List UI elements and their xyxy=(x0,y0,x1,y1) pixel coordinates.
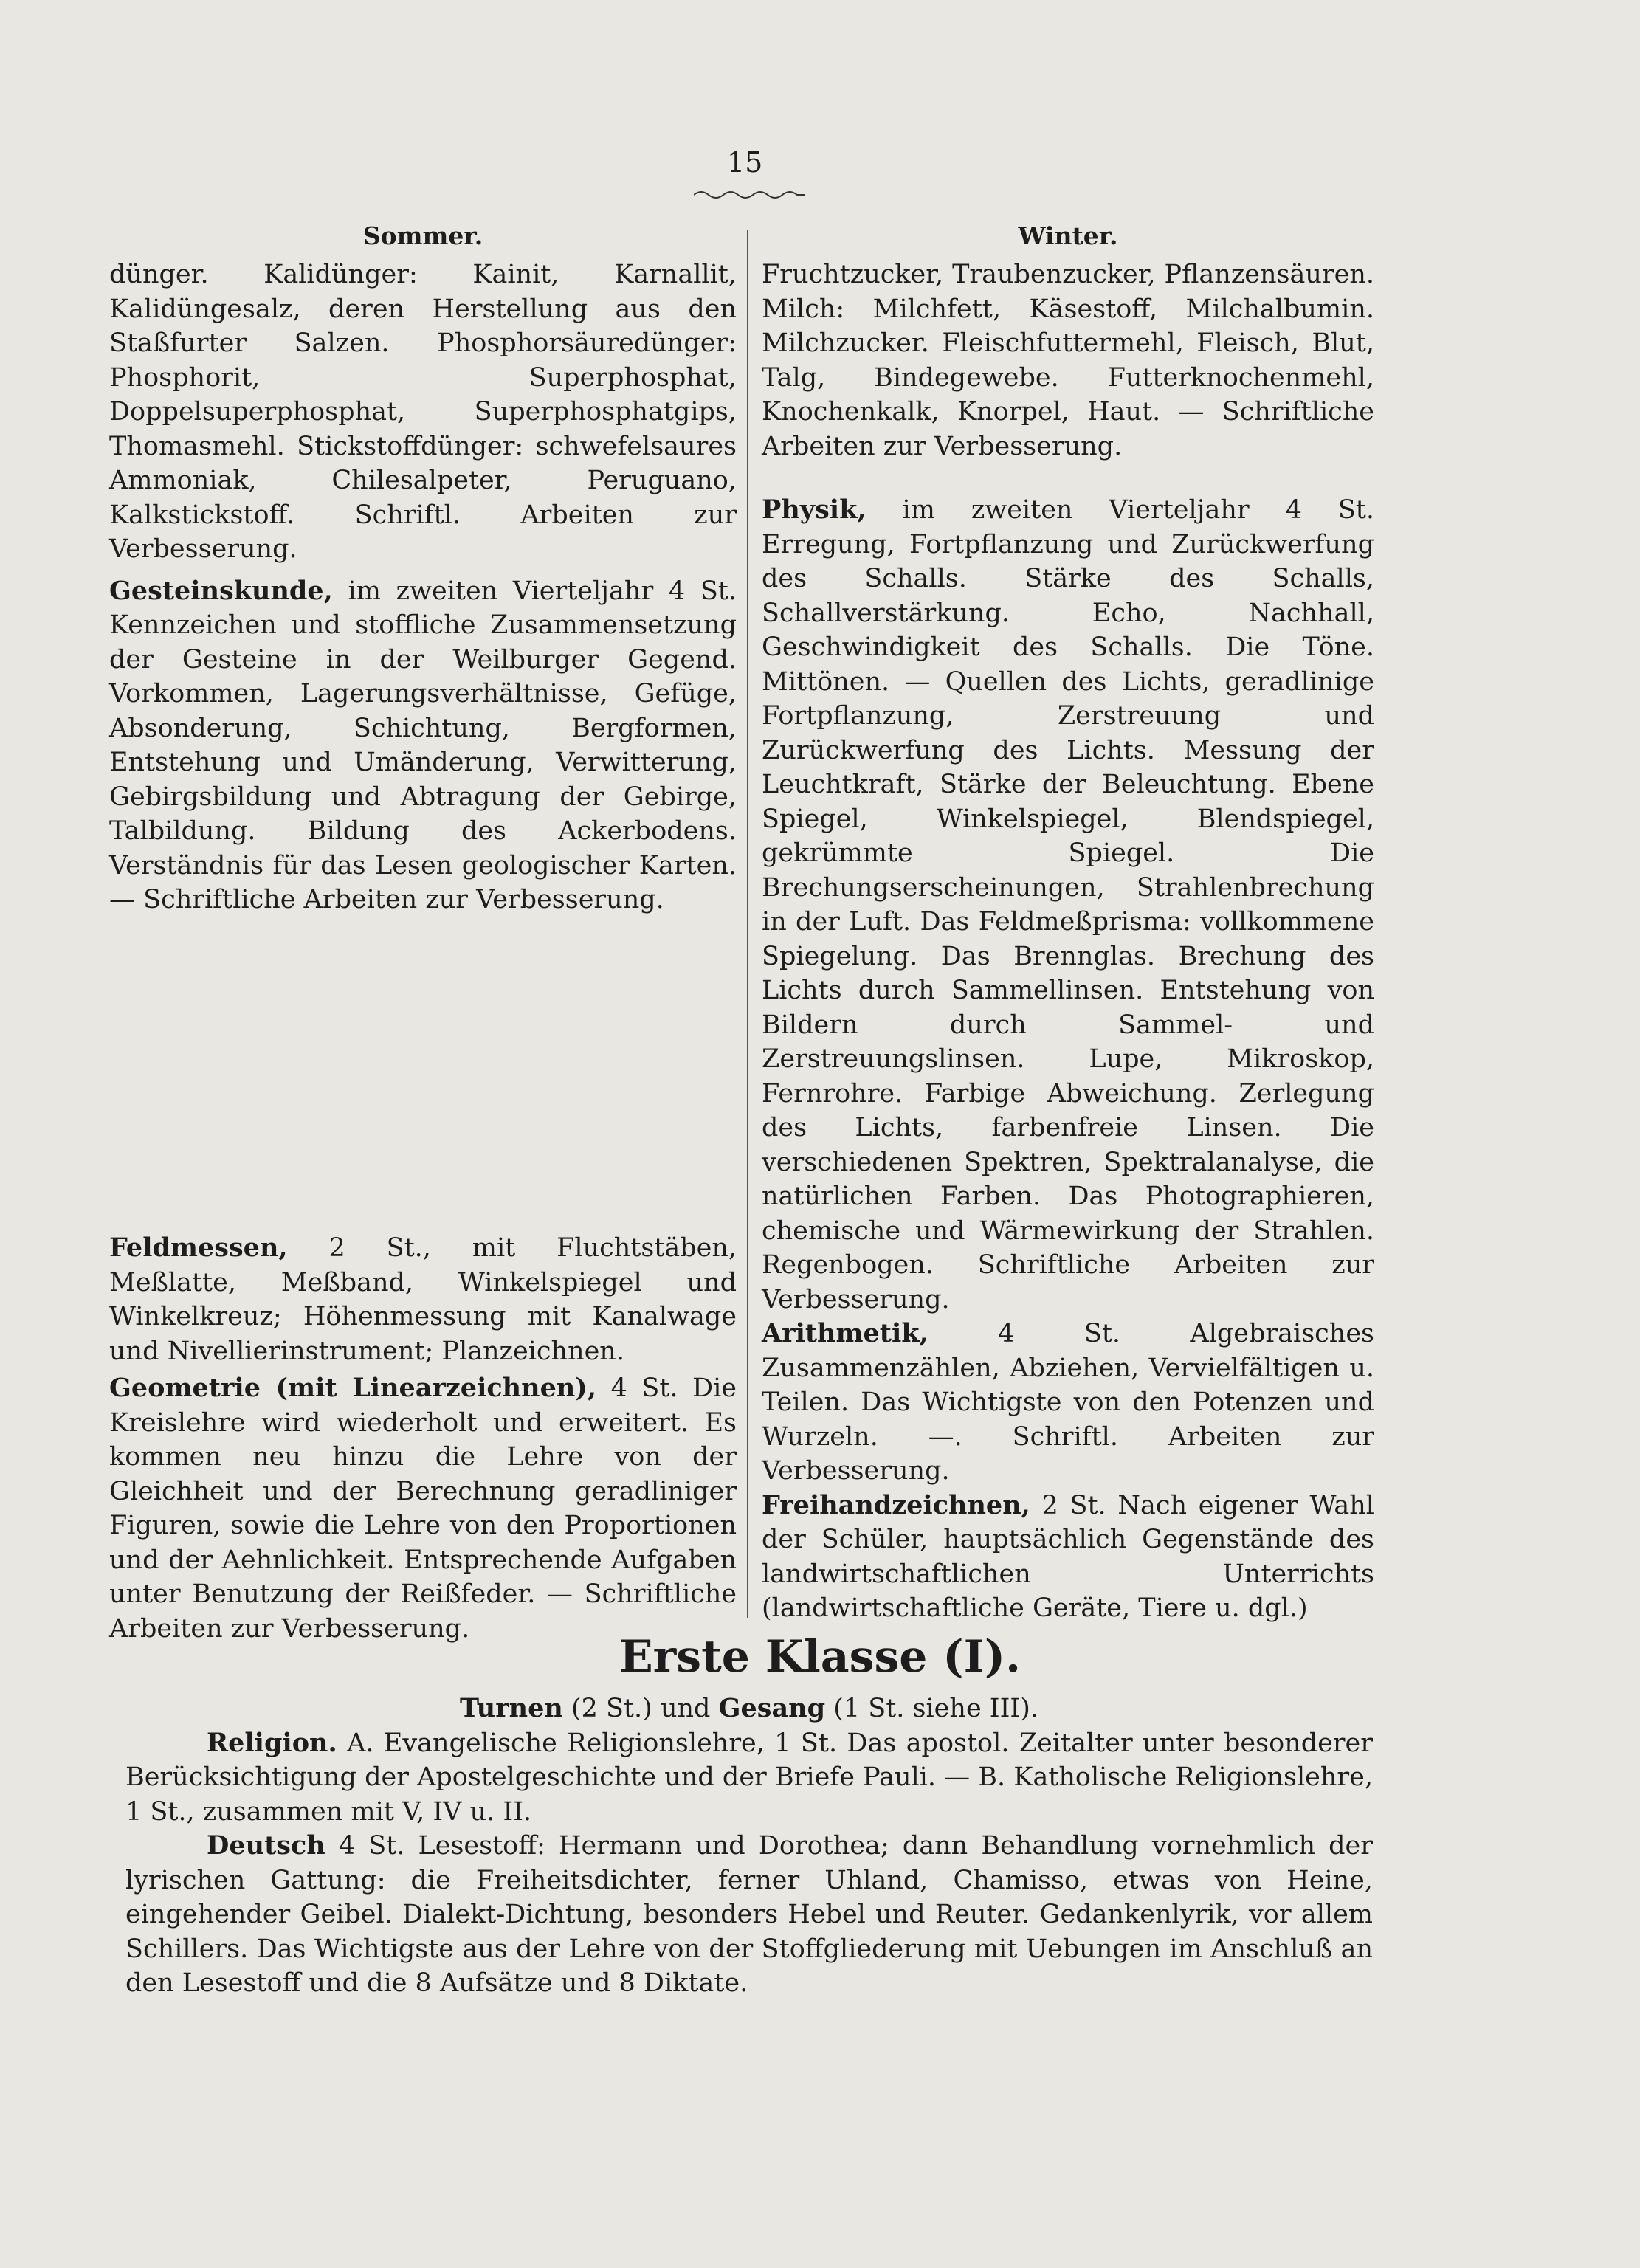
subject-label: Religion. xyxy=(207,1727,337,1758)
paragraph-text: 4 St. Algebraisches Zusammenzählen, Abziehen, Vervielfältigen u. Teilen. Das Wichtigste von den Potenzen und Wurzeln. —. Schriftl. Arbeiten zur Verbesserung. xyxy=(762,1319,1374,1486)
text-paragraph xyxy=(109,1371,737,1646)
right-column xyxy=(762,221,1374,1626)
subject-label: Gesang xyxy=(718,1693,826,1723)
subject-label: Freihandzeichnen, xyxy=(762,1489,1030,1520)
subject-label: Physik, xyxy=(762,494,866,525)
subject-label: Turnen xyxy=(459,1693,563,1723)
religion-paragraph xyxy=(125,1726,1373,1830)
paragraph-text: 4 St. Lesestoff: Hermann und Dorothea; dann Behandlung vornehmlich der lyrischen Gattung: die Freiheitsdichter, ferner Uhland, Chamisso, etwas von Heine, eingehender Geibel. Dialekt-Dichtung, besonders Hebel und Reuter. Gedankenlyrik, vor allem Schillers. Das Wichtigste aus der Lehre von der Stoffgliederung mit Uebungen im Anschluß an den Lesestoff und die 8 Aufsätze und 8 Diktate. xyxy=(125,1831,1373,1998)
text-paragraph xyxy=(762,493,1374,1317)
column-heading-winter: Winter. xyxy=(1018,221,1118,250)
paragraph-text: 2 St. Nach eigener Wahl der Schüler, hauptsächlich Gegenstände des landwirtschaftlichen Unterrichts (landwirtschaftliche Geräte, Tiere u. dgl.) xyxy=(762,1490,1374,1623)
column-divider xyxy=(747,230,748,1618)
ornament-divider xyxy=(694,185,805,199)
subject-label: Feldmessen, xyxy=(109,1233,288,1263)
section-title: Erste Klasse (I). xyxy=(619,1631,1021,1683)
paragraph-text: (2 St.) und xyxy=(562,1694,719,1723)
text-paragraph xyxy=(109,574,737,917)
subject-label: Arithmetik, xyxy=(762,1318,928,1348)
full-width-section xyxy=(125,1692,1373,2001)
paragraph-text: A. Evangelische Religionslehre, 1 St. Das apostol. Zeitalter unter besonderer Berücksichtigung der Apostelgeschichte und der Briefe Pauli. — B. Katholische Religionslehre, 1 St., zusammen mit V, IV u. II. xyxy=(125,1728,1373,1827)
text-paragraph xyxy=(109,1231,737,1368)
paragraph-text: (1 St. siehe III). xyxy=(825,1694,1039,1723)
turnen-gesang-line xyxy=(125,1692,1373,1726)
page-number: 15 xyxy=(727,146,763,179)
paragraph-text: 2 St., mit Fluchtstäben, Meßlatte, Meßband, Winkelspiegel und Winkelkreuz; Höhenmessung mit Kanalwage und Nivellierinstrument; Planzeichnen. xyxy=(109,1233,737,1366)
column-heading-sommer: Sommer. xyxy=(362,221,483,250)
subject-label: Geometrie (mit Linearzeichnen), xyxy=(109,1373,597,1403)
subject-label: Deutsch xyxy=(207,1830,325,1861)
text-paragraph xyxy=(762,1317,1374,1489)
left-column-lower xyxy=(109,1231,737,1646)
subject-label: Gesteinskunde, xyxy=(109,575,333,606)
paragraph-text: im zweiten Vierteljahr 4 St. Kennzeichen und stoffliche Zusammensetzung der Gesteine in der Weilburger Gegend. Vorkommen, Lagerungsverhältnisse, Gefüge, Absonderung, Schichtung, Bergformen, Entstehung und Umänderung, Verwitterung, Gebirgsbildung und Abtragung der Gebirge, Talbildung. Bildung des Ackerbodens. Verständnis für das Lesen geologischer Karten. — Schriftliche Arbeiten zur Verbesserung. xyxy=(109,576,737,914)
left-column xyxy=(109,221,737,917)
deutsch-paragraph xyxy=(125,1829,1373,2001)
paragraph-text: 4 St. Die Kreislehre wird wiederholt und erweitert. Es kommen neu hinzu die Lehre von der Gleichheit und der Berechnung geradliniger Figuren, sowie die Lehre von den Proportionen und der Aehnlichkeit. Entsprechende Aufgaben unter Benutzung der Reißfeder. — Schriftliche Arbeiten zur Verbesserung. xyxy=(109,1373,737,1644)
text-paragraph: Fruchtzucker, Traubenzucker, Pflanzensäuren. Milch: Milchfett, Käsestoff, Milchalbumin. Milchzucker. Fleischfuttermehl, Fleisch, Blut, Talg, Bindegewebe. Futterknochenmehl, Knochenkalk, Knorpel, Haut. — Schriftliche Arbeiten zur Verbesserung. xyxy=(762,260,1374,461)
text-paragraph: dünger. Kalidünger: Kainit, Karnallit, Kalidüngesalz, deren Herstellung aus den Staßfurter Salzen. Phosphorsäuredünger: Phosphorit, Superphosphat, Doppelsuperphosphat, Superphosphatgips, Thomasmehl. Stickstoffdünger: schwefelsaures Ammoniak, Chilesalpeter, Peruguano, Kalkstickstoff. Schriftl. Arbeiten zur Verbesserung. xyxy=(109,260,737,564)
paragraph-text: im zweiten Vierteljahr 4 St. Erregung, Fortpflanzung und Zurückwerfung des Schalls. Stärke des Schalls, Schallverstärkung. Echo, Nachhall, Geschwindigkeit des Schalls. Die Töne. Mittönen. — Quellen des Lichts, geradlinige Fortpflanzung, Zerstreuung und Zurückwerfung des Lichts. Messung der Leuchtkraft, Stärke der Beleuchtung. Ebene Spiegel, Winkelspiegel, Blendspiegel, gekrümmte Spiegel. Die Brechungserscheinungen, Strahlenbrechung in der Luft. Das Feldmeßprisma: vollkommene Spiegelung. Das Brennglas. Brechung des Lichts durch Sammellinsen. Entstehung von Bildern durch Sammel- und Zerstreuungslinsen. Lupe, Mikroskop, Fernrohre. Farbige Abweichung. Zerlegung des Lichts, farbenfreie Linsen. Die verschiedenen Spektren, Spektralanalyse, die natürlichen Farben. Das Photographieren, chemische und Wärmewirkung der Strahlen. Regenbogen. Schriftliche Arbeiten zur Verbesserung. xyxy=(762,495,1374,1314)
text-paragraph xyxy=(762,1489,1374,1626)
